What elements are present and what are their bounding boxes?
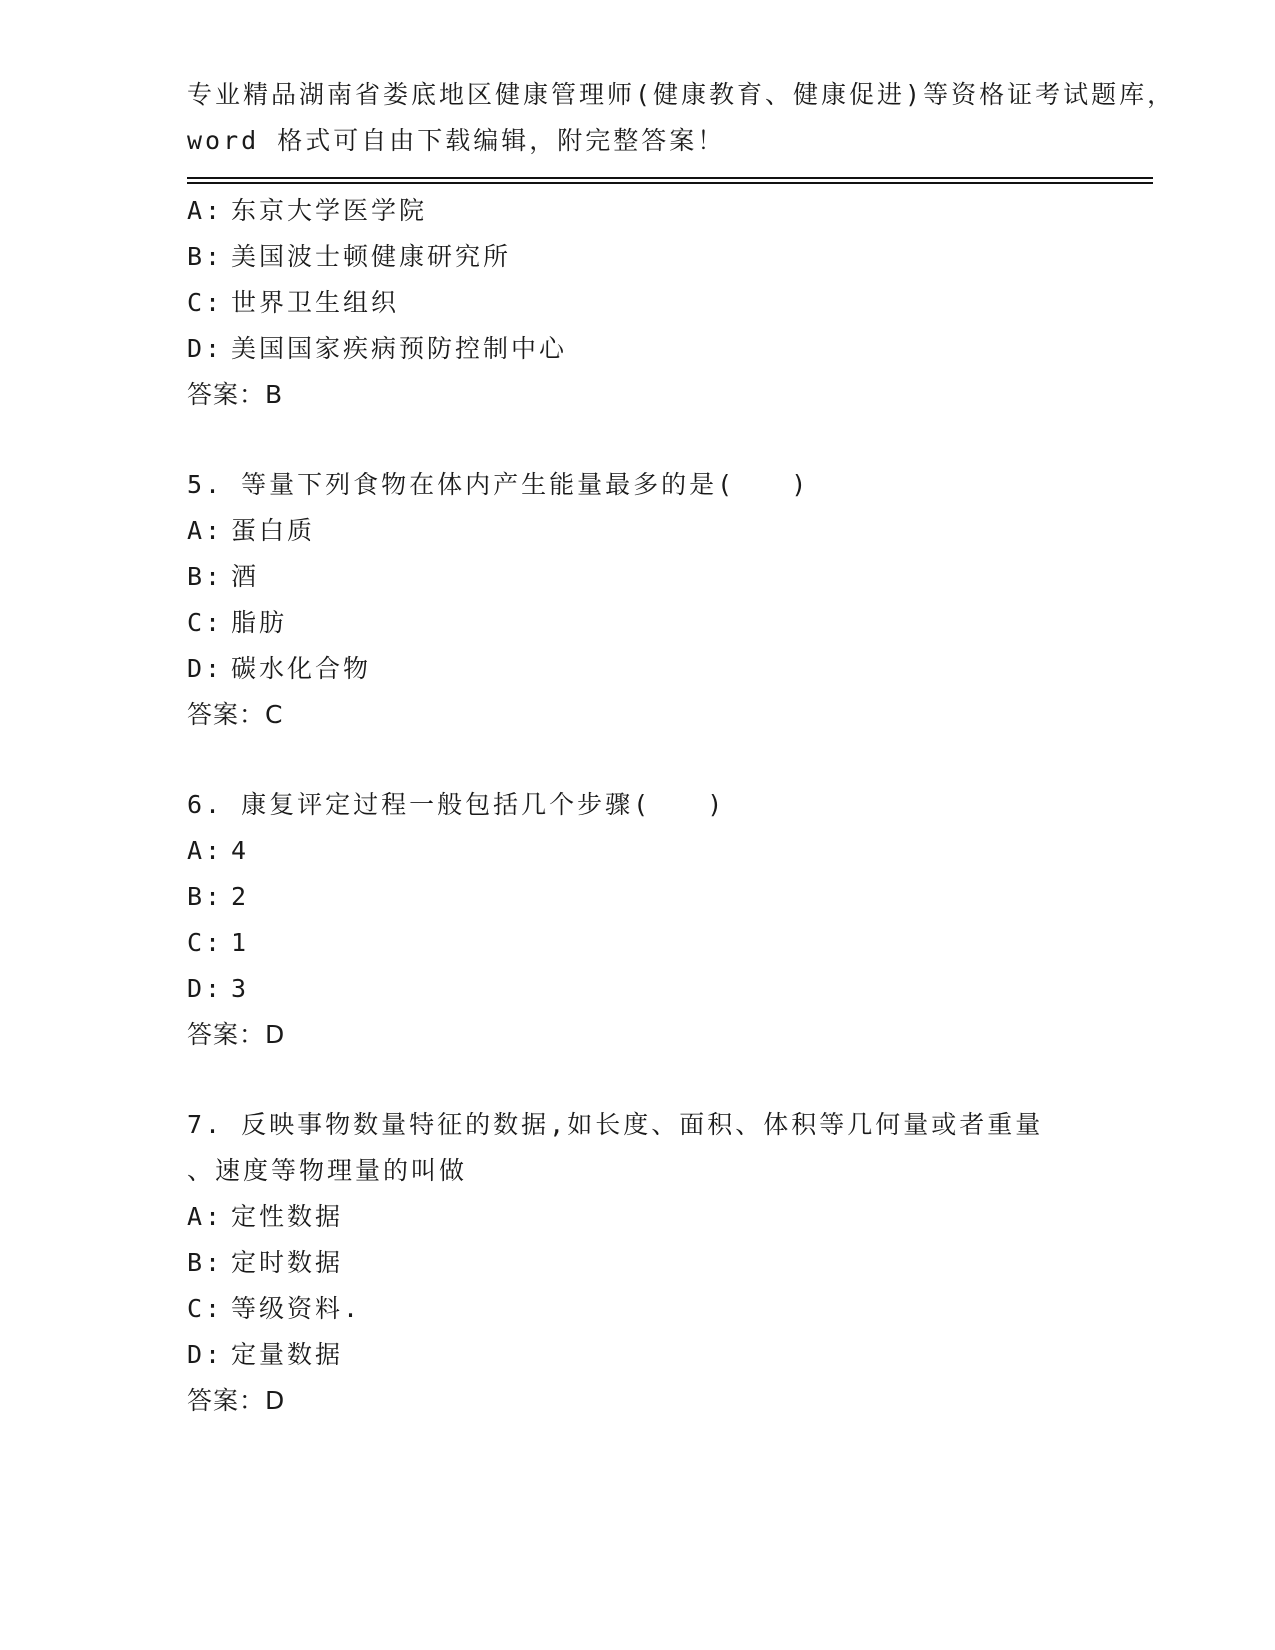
header-divider-top — [187, 177, 1153, 179]
question-4 — [187, 188, 1087, 418]
answer-line: 答案：D — [187, 1020, 286, 1049]
option-c: C: 脂肪 — [187, 608, 288, 637]
question-spacer — [187, 418, 1087, 462]
option-c: C: 1 — [187, 928, 250, 957]
option-a: A: 定性数据 — [187, 1202, 344, 1231]
document-header — [187, 72, 1176, 164]
question-stem: 6. 康复评定过程一般包括几个步骤( ) — [187, 790, 726, 819]
question-stem-line-1: 7. 反映事物数量特征的数据,如长度、面积、体积等几何量或者重量 — [187, 1110, 1044, 1139]
option-b: B: 定时数据 — [187, 1248, 344, 1277]
answer-line: 答案：B — [187, 380, 284, 409]
question-stem-line-2: 、速度等物理量的叫做 — [187, 1156, 468, 1185]
question-spacer — [187, 738, 1087, 782]
option-b: B: 美国波士顿健康研究所 — [187, 242, 512, 271]
question-list — [187, 188, 1087, 1424]
option-d: D: 定量数据 — [187, 1340, 344, 1369]
option-b: B: 2 — [187, 882, 250, 911]
option-d: D: 3 — [187, 974, 250, 1003]
option-a: A: 蛋白质 — [187, 516, 316, 545]
header-divider-bottom — [187, 182, 1153, 184]
question-7 — [187, 1102, 1087, 1424]
question-spacer — [187, 1058, 1087, 1102]
question-6 — [187, 782, 1087, 1058]
question-5 — [187, 462, 1087, 738]
option-c: C: 等级资料. — [187, 1294, 362, 1323]
header-line-1: 专业精品湖南省娄底地区健康管理师(健康教育、健康促进)等资格证考试题库， — [187, 80, 1176, 109]
option-c: C: 世界卫生组织 — [187, 288, 400, 317]
answer-line: 答案：C — [187, 700, 284, 729]
option-a: A: 4 — [187, 836, 250, 865]
option-d: D: 美国国家疾病预防控制中心 — [187, 334, 568, 363]
question-stem: 5. 等量下列食物在体内产生能量最多的是( ) — [187, 470, 810, 499]
header-line-2: word 格式可自由下载编辑，附完整答案！ — [187, 126, 726, 155]
answer-line: 答案：D — [187, 1386, 286, 1415]
option-d: D: 碳水化合物 — [187, 654, 372, 683]
option-b: B: 酒 — [187, 562, 260, 591]
option-a: A: 东京大学医学院 — [187, 196, 428, 225]
